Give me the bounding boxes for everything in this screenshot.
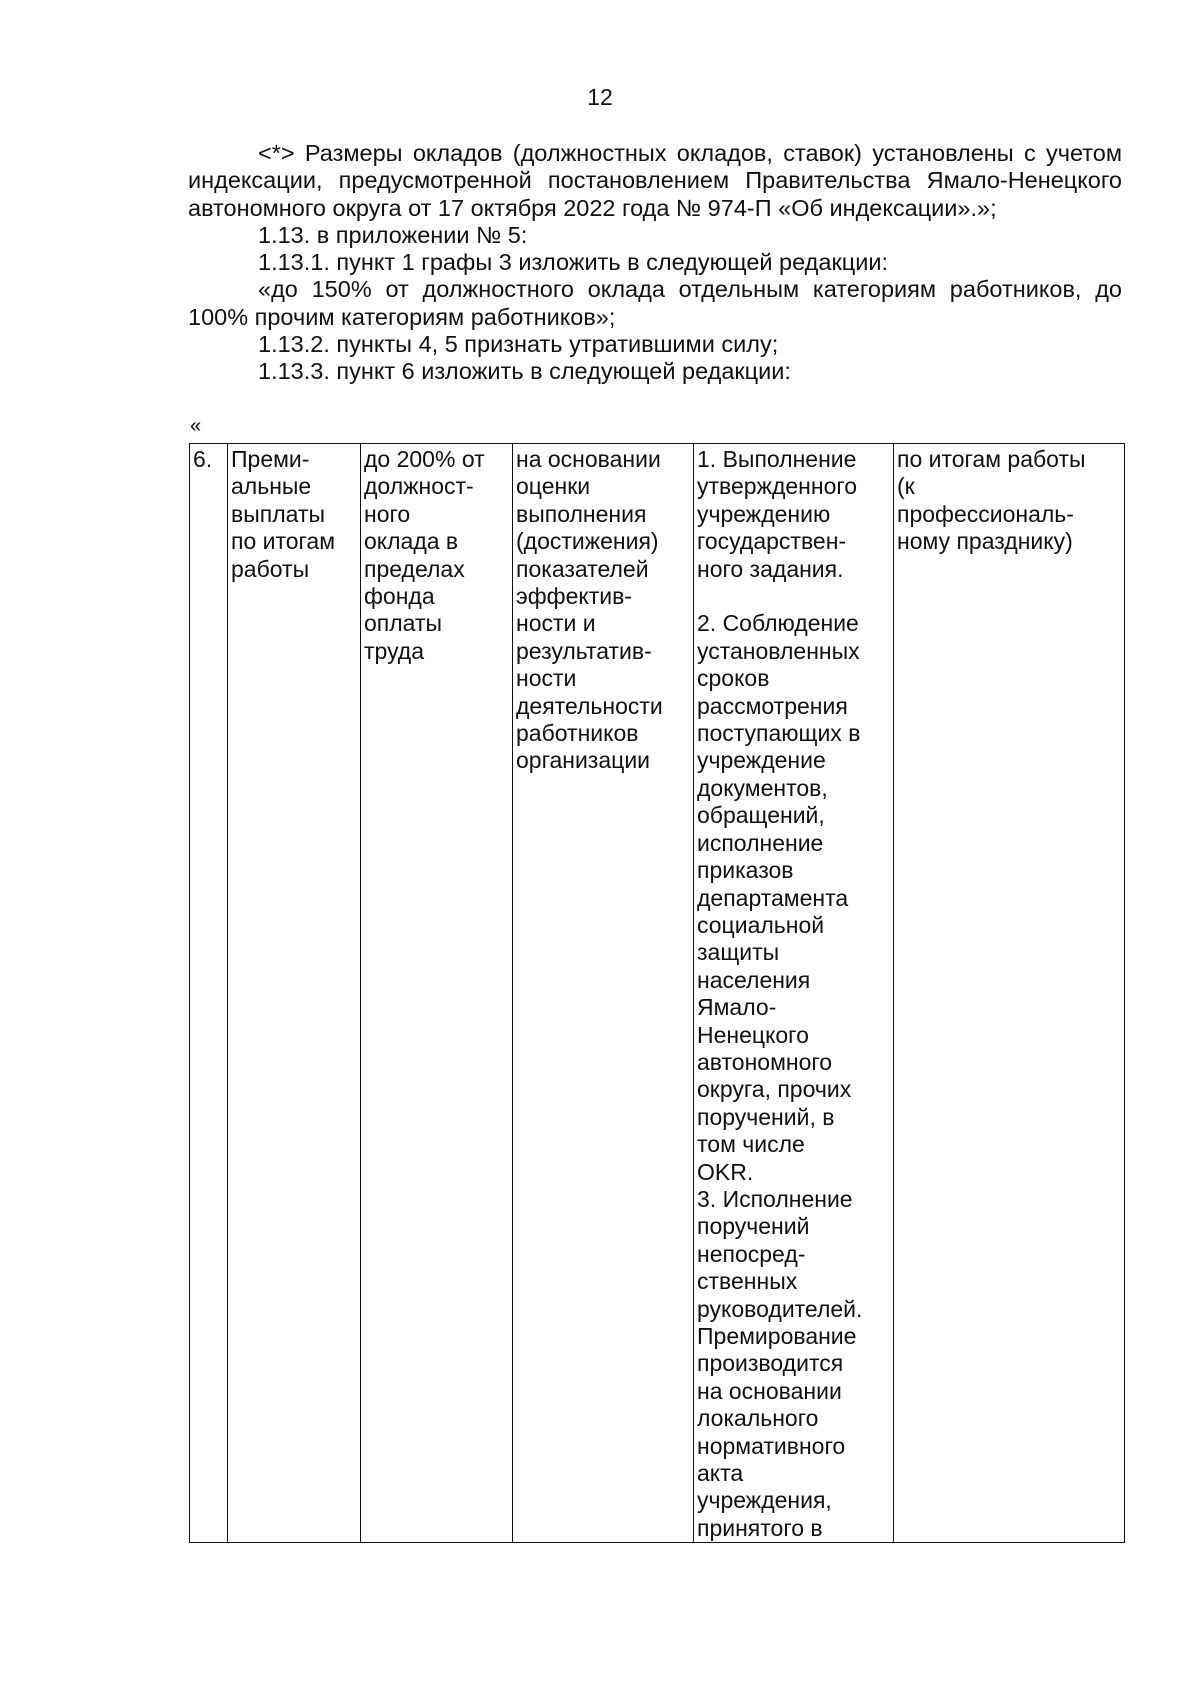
payment-name: Преми- альные выплаты по итогам работы [231, 446, 336, 582]
payment-criteria: 1. Выполнение утвержденного учреждению государствен- ного задания. 2. Соблюдение установленных сроков рассмотрения поступающих в учреждение документов, обращений, исполнение приказов департамента социальной защиты населения Ямало- Ненецкого автономного округа, прочих поручений, в том числе OKR. 3. Исполнение поручений непосред- ственных руководителей. Премирование производится на основании локального нормативного акта учреждения, принятого в [697, 446, 863, 1541]
payment-amount-cell [361, 444, 513, 1543]
payment-period: по итогам работы (к профессиональ- ному празднику) [897, 446, 1086, 555]
paragraph-1-13-3: 1.13.3. пункт 6 изложить в следующей редакции: [258, 358, 791, 385]
footnote-paragraph: <*> Размеры окладов (должностных окладов, ставок) установлены с учетом индексации, предусмотренной постановлением Правительства Ямало-Ненецкого автономного округа от 17 октября 2022 года № 974-П «Об индексации».»; [188, 140, 1122, 221]
paragraph-1-13-1: 1.13.1. пункт 1 графы 3 изложить в следующей редакции: [258, 249, 888, 276]
payment-basis-cell [513, 444, 694, 1543]
opening-quote-mark: « [190, 415, 202, 437]
paragraph-1-13-2: 1.13.2. пункты 4, 5 признать утратившими силу; [258, 331, 779, 358]
payment-amount: до 200% от должност- ного оклада в пределах фонда оплаты труда [364, 446, 485, 664]
quoted-new-wording: «до 150% от должностного оклада отдельным категориям работников, до 100% прочим категориям работников»; [188, 276, 1122, 330]
paragraph-1-13: 1.13. в приложении № 5: [258, 221, 528, 248]
payment-name-cell [228, 444, 361, 1543]
bonus-payments-table [189, 443, 1125, 1543]
page-number: 12 [587, 84, 613, 110]
payment-period-cell [894, 444, 1125, 1543]
document-body [188, 140, 1122, 386]
table-row [190, 444, 1125, 1543]
payment-basis: на основании оценки выполнения (достижения) показателей эффектив- ности и результатив- ности деятельности работников организации [516, 446, 663, 774]
row-number: 6. [193, 446, 213, 472]
payment-criteria-cell [694, 444, 894, 1543]
row-number-cell [190, 444, 228, 1543]
